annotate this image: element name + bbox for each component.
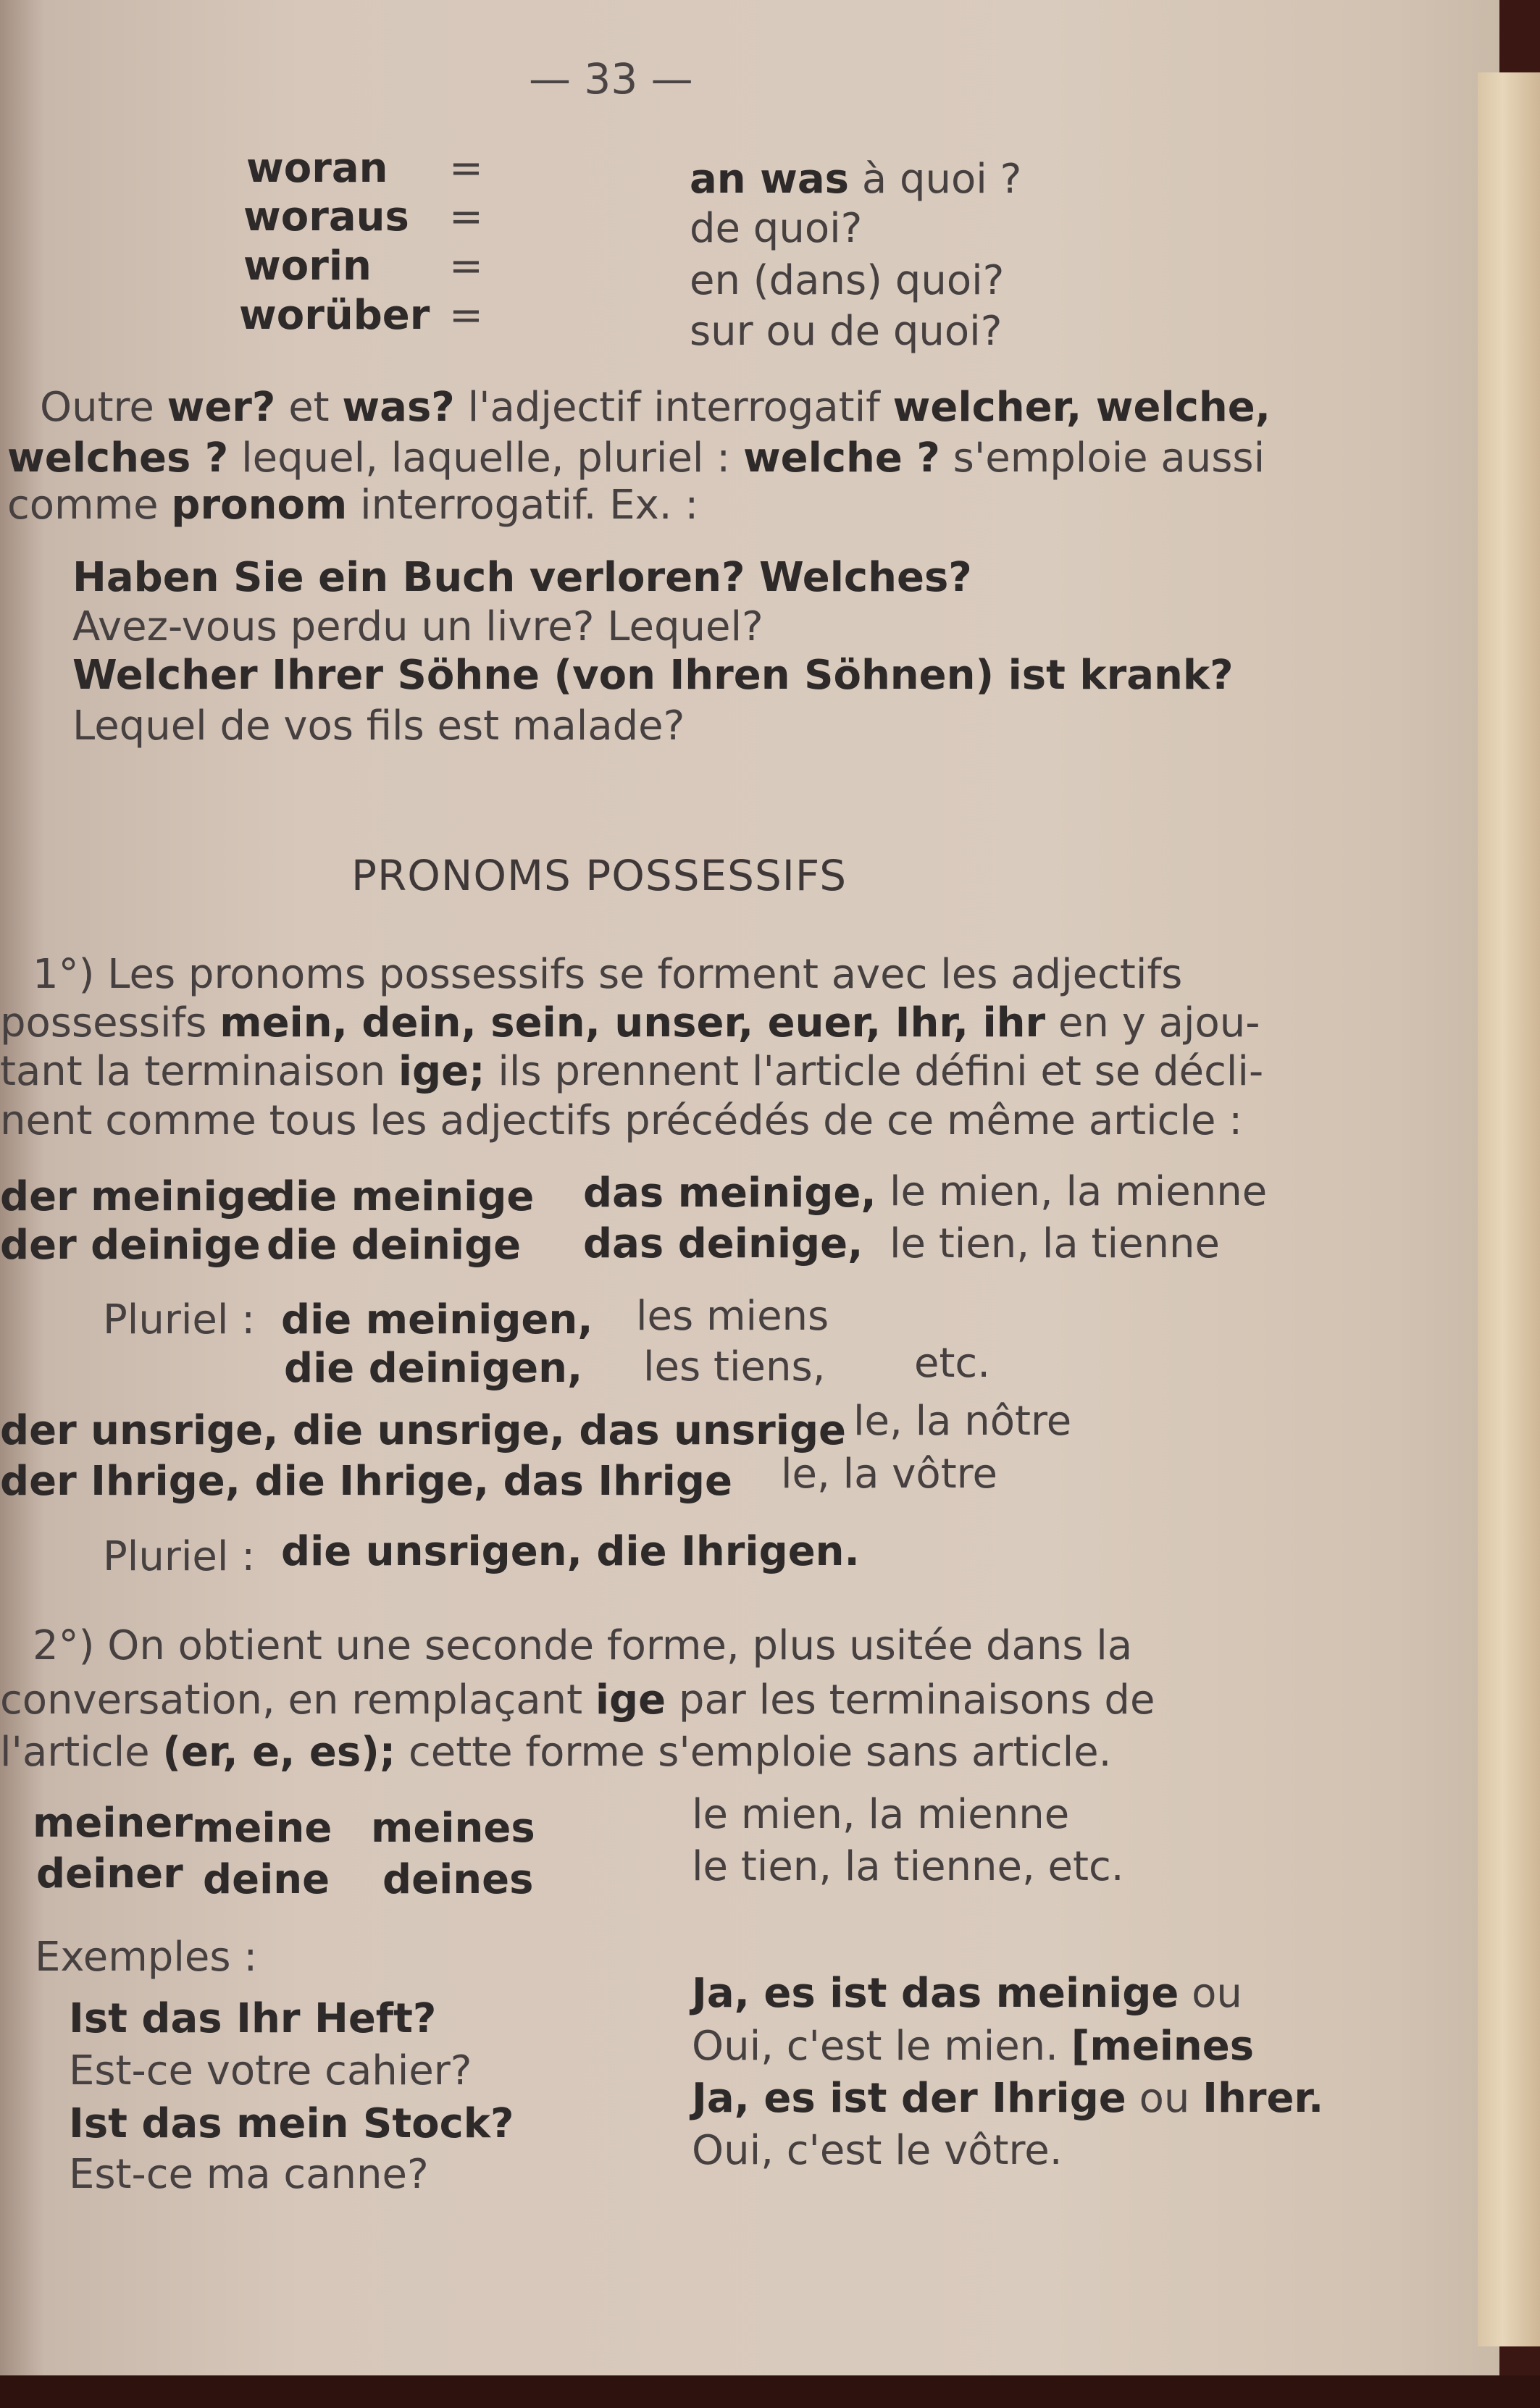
example2-a2-de: Ja, es ist der Ihrige ou Ihrer. [692,2075,1324,2122]
table1-eq-1: = [449,193,483,240]
example2-q1-fr: Est-ce votre cahier? [69,2047,472,2094]
decl1-n-0: das meinige, [583,1170,876,1217]
table1-eq-0: = [449,145,483,192]
example2-q2-de: Ist das mein Stock? [69,2100,514,2147]
table1-tr-0: an was à quoi ? [690,156,1022,203]
table1-tr-1: de quoi? [690,205,863,252]
example2-q2-fr: Est-ce ma canne? [69,2151,429,2198]
pluriel1-de-1: die deinigen, [284,1345,583,1392]
example1-fr-1: Lequel de vos fils est malade? [72,702,685,750]
para3-line2: conversation, en remplaçant ige par les terminaisons de [0,1677,1155,1724]
example1-fr-0: Avez-vous perdu un livre? Lequel? [72,603,763,650]
table1-tr-3: sur ou de quoi? [690,308,1003,355]
example2-a1-de: Ja, es ist das meinige ou [692,1970,1242,2017]
decl3-fr-1: le tien, la tienne, etc. [692,1843,1124,1890]
page-edge [1478,72,1540,2346]
table1-tr-2: en (dans) quoi? [690,257,1005,304]
decl3-n-0: meines [371,1805,535,1852]
decl3-f-1: deine [203,1856,330,1903]
para2-line3: tant la terminaison ige; ils prennent l'article défini et se décli- [0,1048,1264,1095]
decl1-n-1: das deinige, [583,1220,863,1267]
pluriel1-etc: etc. [914,1340,990,1387]
table1-de-1: woraus [243,193,409,240]
pluriel1-fr-1: les tiens, [643,1343,826,1390]
decl3-m-1: deiner [36,1850,183,1897]
table1-de-0: woran [246,145,388,192]
decl1-fr-0: le mien, la mienne [890,1168,1268,1215]
para2-line1: 1°) Les pronoms possessifs se forment avec les adjectifs [33,951,1183,998]
para3-line3: l'article (er, e, es); cette forme s'emploie sans article. [0,1729,1112,1776]
decl2-fr-1: le, la vôtre [781,1451,997,1498]
pluriel1-de-0: die meinigen, [281,1296,593,1343]
decl1-f-0: die meinige [267,1173,535,1220]
exemples-label: Exemples : [35,1934,258,1981]
decl1-m-1: der deinige [0,1222,261,1269]
pluriel1-fr-0: les miens [636,1293,829,1340]
example2-a2-fr: Oui, c'est le vôtre. [692,2127,1063,2174]
decl2-de-0: der unsrige, die unsrige, das unsrige [0,1407,847,1454]
page-number: — 33 — [529,54,693,104]
table1-de-3: worüber [239,292,430,339]
decl3-fr-0: le mien, la mienne [692,1791,1070,1838]
decl1-fr-1: le tien, la tienne [890,1220,1220,1267]
decl1-m-0: der meinige [0,1173,274,1220]
table1-eq-3: = [449,292,483,339]
example1-de-1: Welcher Ihrer Söhne (von Ihren Söhnen) ist krank? [72,652,1234,699]
decl3-m-0: meiner [33,1800,193,1847]
pluriel2-de: die unsrigen, die Ihrigen. [281,1528,860,1575]
para1-line2: welches ? lequel, laquelle, pluriel : welche ? s'emploie aussi [7,435,1265,482]
example2-q1-de: Ist das Ihr Heft? [69,1995,437,2042]
para1-line3: comme pronom interrogatif. Ex. : [7,482,699,529]
para2-line2: possessifs mein, dein, sein, unser, euer, Ihr, ihr en y ajou- [0,999,1260,1046]
decl2-de-1: der Ihrige, die Ihrige, das Ihrige [0,1458,732,1505]
para3-line1: 2°) On obtient une seconde forme, plus usitée dans la [33,1622,1133,1669]
decl1-f-1: die deinige [267,1222,522,1269]
table1-de-2: worin [243,243,372,290]
decl3-n-1: deines [382,1856,534,1903]
example2-a1-fr: Oui, c'est le mien. [meines [692,2023,1255,2070]
para2-line4: nent comme tous les adjectifs précédés de ce même article : [0,1097,1243,1144]
para1-line1: Outre wer? et was? l'adjectif interrogatif welcher, welche, [40,384,1271,431]
example1-de-0: Haben Sie ein Buch verloren? Welches? [72,554,972,601]
decl3-f-0: meine [192,1805,332,1852]
section-title: PRONOMS POSSESSIFS [351,851,848,900]
decl2-fr-0: le, la nôtre [853,1398,1072,1445]
table1-eq-2: = [449,243,483,290]
pluriel1-label: Pluriel : [103,1296,256,1343]
pluriel2-label: Pluriel : [103,1533,256,1580]
book-cover-edge [0,2375,1540,2408]
